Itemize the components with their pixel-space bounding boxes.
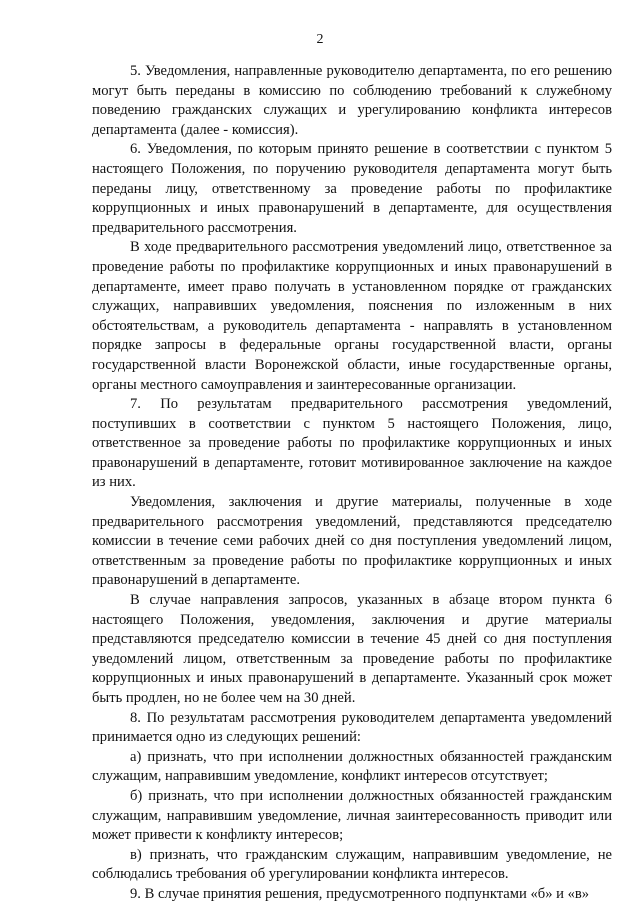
document-body [92,62,612,905]
page-number: 2 [316,32,324,47]
paragraph-item-5: 5. Уведомления, направленные руководителю департамента, по его решению могут быть переданы в комиссию по соблюдению требований к служебному поведению гражданских служащих и урегулированию конфликта интересов департамента (далее - комиссия). [92,63,612,138]
paragraph-item-9: 9. В случае принятия решения, предусмотренного подпунктами «б» и «в» [130,885,590,902]
paragraph-item-6-part-2: В ходе предварительного рассмотрения уведомлений лицо, ответственное за проведение работы по профилактике коррупционных и иных правонарушений в департаменте, имеет право получать в установленном порядке от гражданских служащих, направивших уведомления, пояснения по изложенным в них обстоятельствам, а руководитель департамента - направлять в установленном порядке запросы в федеральные органы государственной власти, органы государственной власти Воронежской области, иные государственные органы, органы местного самоуправления и заинтересованные организации. [92,239,612,393]
subitem-b: б) признать, что при исполнении должностных обязанностей гражданским служащим, направившим уведомление, личная заинтересованность приводит или может привести к конфликту интересов; [92,787,612,844]
subitem-v: в) признать, что гражданским служащим, направившим уведомление, не соблюдались требования об урегулировании конфликта интересов. [92,846,612,883]
paragraph-item-6: 6. Уведомления, по которым принято решение в соответствии с пунктом 5 настоящего Положения, по поручению руководителя департамента могут быть переданы лицу, ответственному за проведение работы по профилактике коррупционных и иных правонарушений в департаменте, для осуществления предварительного рассмотрения. [92,141,612,236]
paragraph-item-7-part-3: В случае направления запросов, указанных в абзаце втором пункта 6 настоящего Положения, уведомления, заключения и другие материалы представляются председателю комиссии в течение 45 дней со дня поступления уведомлений лицом, ответственным за проведение работы по профилактике коррупционных и иных правонарушений в департаменте. Указанный срок может быть продлен, но не более чем на 30 дней. [92,592,612,706]
paragraph-item-7: 7. По результатам предварительного рассмотрения уведомлений, поступивших в соответствии с пунктом 5 настоящего Положения, лицо, ответственное за проведение работы по профилактике коррупционных и иных правонарушений в департаменте, готовит мотивированное заключение на каждое из них. [92,396,612,491]
subitem-a: а) признать, что при исполнении должностных обязанностей гражданским служащим, направившим уведомление, конфликт интересов отсутствует; [92,748,612,785]
paragraph-item-8: 8. По результатам рассмотрения руководителем департамента уведомлений принимается одно из следующих решений: [92,709,612,746]
paragraph-item-7-part-2: Уведомления, заключения и другие материалы, полученные в ходе предварительного рассмотрения уведомлений, представляются председателю комиссии в течение семи рабочих дней со дня поступления уведомлений лицом, ответственным за проведение работы по профилактике коррупционных и иных правонарушений в департаменте. [92,494,612,589]
